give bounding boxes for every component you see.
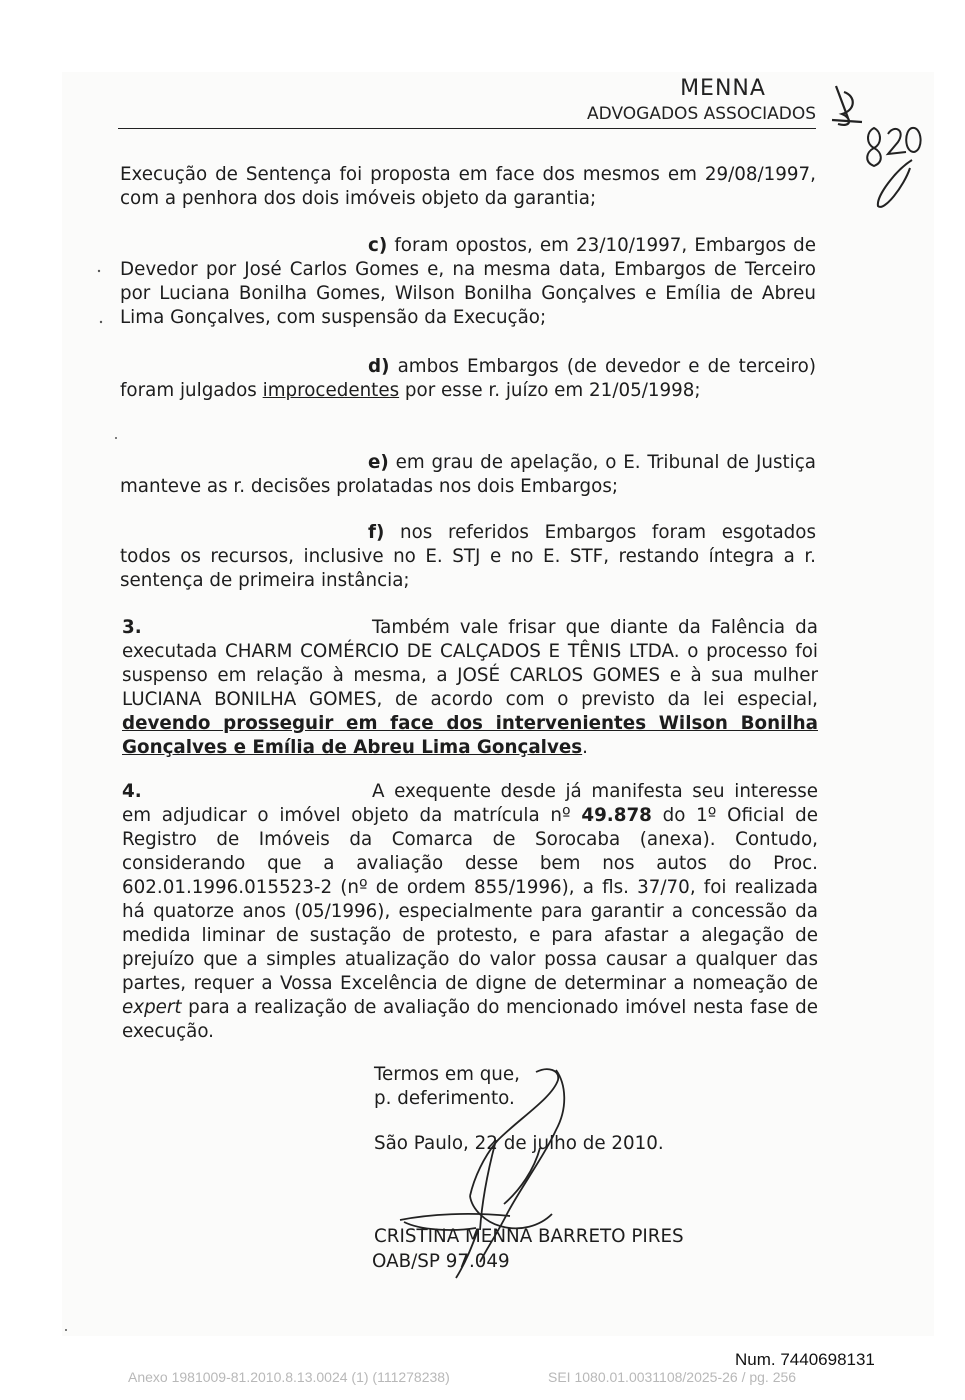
closing-line-2: p. deferimento. — [374, 1088, 515, 1109]
item-text: em grau de apelação, o E. Tribunal de Justiça manteve as r. decisões prolatadas nos dois Embargos; — [120, 452, 816, 497]
section-text: do 1º Oficial de Registro de Imóveis da Comarca de Sorocaba (anexa). Contudo, considerando que a avaliação desse bem nos autos do Proc. 602.01.1996.015523-2 (nº de ordem 855/1996), a fls. 37/70, foi realizada há quatorze anos (05/1996), especialmente para garantir a concessão da medida liminar de sustação de protesto, e para afastar a alegação de prejuízo que a simples atualização do valor possa causar a qualquer das partes, requer a Vossa Excelência de digne de determinar a nomeação de — [122, 805, 818, 994]
footer-sei: SEI 1080.01.0031108/2025-26 / pg. 256 — [548, 1369, 797, 1385]
closing-date: São Paulo, 22 de julho de 2010. — [374, 1133, 664, 1154]
emphasis-text: devendo prosseguir em face dos intervenientes Wilson Bonilha Gonçalves e Emília de Abreu Lima Gonçalves — [122, 713, 818, 758]
initials-mark — [832, 86, 862, 125]
section-text: Também vale frisar que diante da Falência da executada CHARM COMÉRCIO DE CALÇADOS E TÊNIS LTDA. o processo foi suspenso em relação à mesma, a JOSÉ CARLOS GOMES e à sua mulher LUCIANA BONILHA GOMES, de acordo com o previsto da lei especial, — [122, 617, 818, 710]
item-label: e) — [368, 452, 389, 473]
firm-name: MENNA — [680, 76, 766, 96]
signer-oab: OAB/SP 97.049 — [372, 1251, 510, 1272]
item-label: f) — [368, 522, 385, 543]
italic-word: expert — [122, 997, 182, 1018]
item-text: nos referidos Embargos foram esgotados todos os recursos, inclusive no E. STJ e no E. STF, restando íntegra a r. sentença de primeira instância; — [120, 522, 816, 591]
closing-line-1: Termos em que, — [374, 1064, 520, 1085]
page-edge-specks — [65, 270, 117, 1331]
section-text: A exequente desde já manifesta seu interesse em adjudicar o imóvel objeto da matrícula nº — [122, 781, 818, 826]
document-number: Num. 7440698131 — [735, 1350, 875, 1369]
handwritten-page-number — [867, 128, 920, 207]
item-label: c) — [368, 235, 388, 256]
firm-subtitle: ADVOGADOS ASSOCIADOS — [587, 104, 816, 124]
section-number: 4. — [122, 781, 142, 802]
section-number: 3. — [122, 617, 142, 638]
paragraph-text: Execução de Sentença foi proposta em face dos mesmos em 29/08/1997, com a penhora dos dois imóveis objeto da garantia; — [120, 164, 816, 209]
item-text: por esse r. juízo em 21/05/1998; — [399, 380, 701, 401]
underlined-word: improcedentes — [262, 380, 400, 401]
signature — [400, 1069, 564, 1278]
section-end: . — [582, 737, 588, 758]
matricula-number: 49.878 — [581, 805, 652, 826]
footer-annex: Anexo 1981009-81.2010.8.13.0024 (1) (111278238) — [128, 1369, 450, 1385]
item-label: d) — [368, 356, 390, 377]
item-text: ambos Embargos (de devedor e de terceiro) foram julgados — [120, 356, 816, 401]
item-text: foram opostos, em 23/10/1997, Embargos de Devedor por José Carlos Gomes e, na mesma data, Embargos de Terceiro por Luciana Bonilha Gomes, Wilson Bonilha Gonçalves e Emília de Abreu Lima Gonçalves, com suspensão da Execução; — [120, 235, 816, 328]
section-text: para a realização de avaliação do mencionado imóvel nesta fase de execução. — [122, 997, 818, 1042]
signer-name: CRISTINA MENNA BARRETO PIRES — [374, 1226, 684, 1247]
